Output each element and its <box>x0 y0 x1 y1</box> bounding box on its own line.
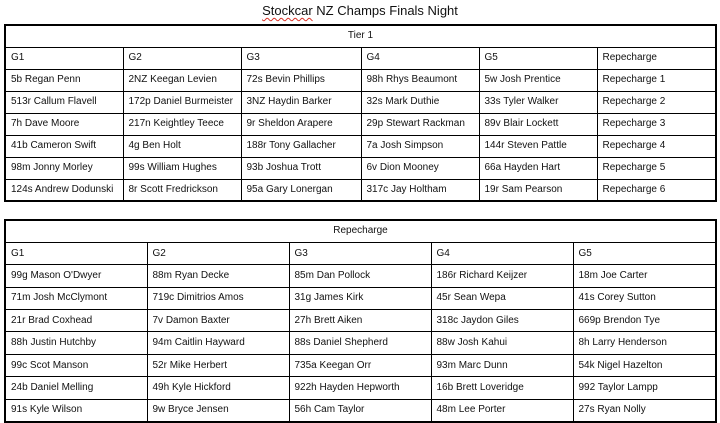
tier1-row <box>5 179 716 201</box>
tier1-row <box>5 135 716 157</box>
repechage-row <box>5 287 716 309</box>
tier1-cell: 7a Josh Simpson <box>361 135 479 157</box>
tier1-row <box>5 69 716 91</box>
tier1-column-header: Repecharge <box>597 47 716 69</box>
tier1-column-header: G3 <box>241 47 361 69</box>
title-brand: Stockcar <box>262 3 313 18</box>
tier1-cell: 2NZ Keegan Levien <box>123 69 241 91</box>
repechage-cell: 186r Richard Keijzer <box>431 265 573 287</box>
repechage-cell: 719c Dimitrios Amos <box>147 287 289 309</box>
repechage-cell: 992 Taylor Lampp <box>573 377 716 399</box>
tier1-cell: 6v Dion Mooney <box>361 157 479 179</box>
tier1-row <box>5 91 716 113</box>
tier1-header-row <box>5 47 716 69</box>
repechage-cell: 49h Kyle Hickford <box>147 377 289 399</box>
tier1-cell: 124s Andrew Dodunski <box>5 179 123 201</box>
repechage-cell: 88m Ryan Decke <box>147 265 289 287</box>
repechage-cell: 88h Justin Hutchby <box>5 332 147 354</box>
repechage-column-header: G3 <box>289 242 431 264</box>
tier1-column-header: G2 <box>123 47 241 69</box>
repechage-cell: 922h Hayden Hepworth <box>289 377 431 399</box>
tier1-cell: 41b Cameron Swift <box>5 135 123 157</box>
tier1-cell: 217n Keightley Teece <box>123 113 241 135</box>
tier1-heading: Tier 1 <box>5 25 716 47</box>
tier1-cell: 8r Scott Fredrickson <box>123 179 241 201</box>
tier1-cell: Repecharge 6 <box>597 179 716 201</box>
tier1-cell: 9r Sheldon Arapere <box>241 113 361 135</box>
repechage-column-header: G5 <box>573 242 716 264</box>
repechage-cell: 91s Kyle Wilson <box>5 399 147 421</box>
repechage-row <box>5 399 716 421</box>
repechage-cell: 18m Joe Carter <box>573 265 716 287</box>
tier1-cell: 5w Josh Prentice <box>479 69 597 91</box>
repechage-cell: 93m Marc Dunn <box>431 354 573 376</box>
repechage-cell: 31g James Kirk <box>289 287 431 309</box>
tier1-cell: 33s Tyler Walker <box>479 91 597 113</box>
repechage-header-row <box>5 242 716 264</box>
repechage-cell: 318c Jaydon Giles <box>431 310 573 332</box>
repechage-cell: 669p Brendon Tye <box>573 310 716 332</box>
tier1-cell: 7h Dave Moore <box>5 113 123 135</box>
repechage-cell: 56h Cam Taylor <box>289 399 431 421</box>
repechage-cell: 99g Mason O'Dwyer <box>5 265 147 287</box>
tier1-cell: 5b Regan Penn <box>5 69 123 91</box>
tier1-cell: 93b Joshua Trott <box>241 157 361 179</box>
repechage-cell: 24b Daniel Melling <box>5 377 147 399</box>
tier1-cell: Repecharge 1 <box>597 69 716 91</box>
tier1-cell: Repecharge 2 <box>597 91 716 113</box>
repechage-heading: Repecharge <box>5 220 716 242</box>
tier1-cell: Repecharge 5 <box>597 157 716 179</box>
tier1-cell: 99s William Hughes <box>123 157 241 179</box>
repechage-cell: 735a Keegan Orr <box>289 354 431 376</box>
tier1-column-header: G4 <box>361 47 479 69</box>
page-title <box>0 3 720 19</box>
tier1-cell: 95a Gary Lonergan <box>241 179 361 201</box>
tier1-cell: 3NZ Haydin Barker <box>241 91 361 113</box>
tier1-cell: 72s Bevin Phillips <box>241 69 361 91</box>
repechage-cell: 48m Lee Porter <box>431 399 573 421</box>
repechage-row <box>5 310 716 332</box>
tier1-cell: 98h Rhys Beaumont <box>361 69 479 91</box>
repechage-heading-row <box>5 220 716 242</box>
tier1-cell: 144r Steven Pattle <box>479 135 597 157</box>
repechage-table <box>4 219 717 423</box>
repechage-cell: 52r Mike Herbert <box>147 354 289 376</box>
repechage-cell: 41s Corey Sutton <box>573 287 716 309</box>
tier1-cell: 4g Ben Holt <box>123 135 241 157</box>
repechage-cell: 71m Josh McClymont <box>5 287 147 309</box>
tier1-cell: 98m Jonny Morley <box>5 157 123 179</box>
repechage-column-header: G4 <box>431 242 573 264</box>
repechage-cell: 54k Nigel Hazelton <box>573 354 716 376</box>
repechage-cell: 8h Larry Henderson <box>573 332 716 354</box>
repechage-cell: 16b Brett Loveridge <box>431 377 573 399</box>
title-rest: NZ Champs Finals Night <box>316 3 458 18</box>
repechage-cell: 45r Sean Wepa <box>431 287 573 309</box>
repechage-row <box>5 265 716 287</box>
repechage-row <box>5 332 716 354</box>
tier1-cell: 188r Tony Gallacher <box>241 135 361 157</box>
repechage-column-header: G2 <box>147 242 289 264</box>
tier1-row <box>5 113 716 135</box>
repechage-cell: 9w Bryce Jensen <box>147 399 289 421</box>
tier1-cell: 29p Stewart Rackman <box>361 113 479 135</box>
repechage-cell: 21r Brad Coxhead <box>5 310 147 332</box>
tier1-cell: 89v Blair Lockett <box>479 113 597 135</box>
repechage-cell: 27s Ryan Nolly <box>573 399 716 421</box>
repechage-row <box>5 377 716 399</box>
tier1-cell: 513r Callum Flavell <box>5 91 123 113</box>
tier1-table <box>4 24 717 202</box>
tier1-cell: Repecharge 4 <box>597 135 716 157</box>
repechage-row <box>5 354 716 376</box>
tier1-column-header: G1 <box>5 47 123 69</box>
repechage-column-header: G1 <box>5 242 147 264</box>
repechage-cell: 27h Brett Aiken <box>289 310 431 332</box>
tier1-cell: 66a Hayden Hart <box>479 157 597 179</box>
repechage-cell: 94m Caitlin Hayward <box>147 332 289 354</box>
tier1-heading-row <box>5 25 716 47</box>
repechage-cell: 7v Damon Baxter <box>147 310 289 332</box>
tier1-cell: Repecharge 3 <box>597 113 716 135</box>
tier1-cell: 19r Sam Pearson <box>479 179 597 201</box>
tier1-cell: 172p Daniel Burmeister <box>123 91 241 113</box>
repechage-cell: 88s Daniel Shepherd <box>289 332 431 354</box>
tier1-cell: 317c Jay Holtham <box>361 179 479 201</box>
repechage-cell: 99c Scot Manson <box>5 354 147 376</box>
repechage-cell: 85m Dan Pollock <box>289 265 431 287</box>
repechage-cell: 88w Josh Kahui <box>431 332 573 354</box>
tier1-row <box>5 157 716 179</box>
tier1-cell: 32s Mark Duthie <box>361 91 479 113</box>
tier1-column-header: G5 <box>479 47 597 69</box>
